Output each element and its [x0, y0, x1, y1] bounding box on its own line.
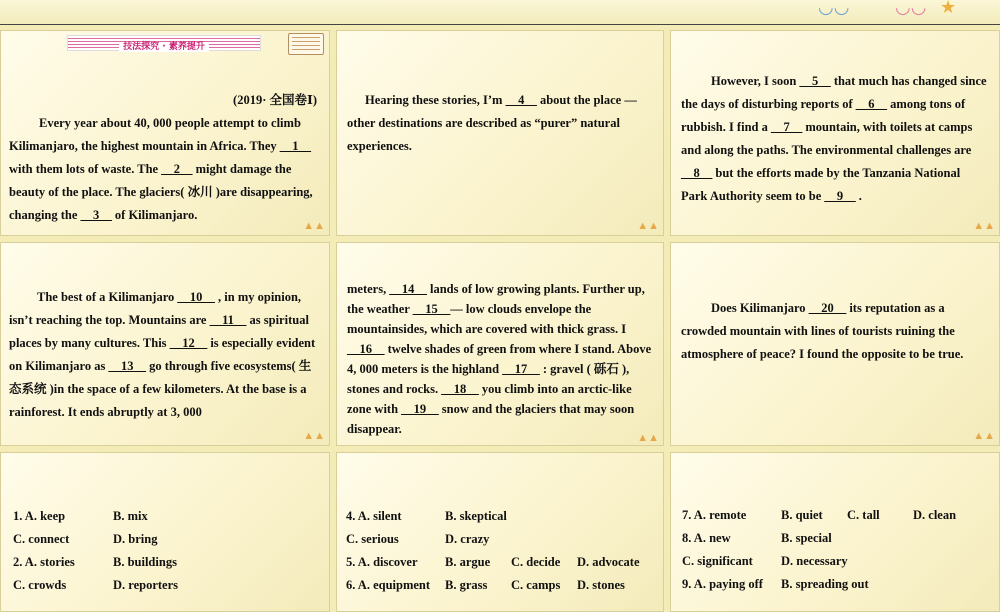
option-a: 9. A. paying off [682, 577, 763, 591]
paragraph-text: with them lots of waste. The [9, 162, 162, 176]
option-b: B. buildings [113, 555, 177, 569]
option-a: 5. A. discover [346, 555, 418, 569]
options-panel-2 [336, 452, 664, 612]
option-row [781, 527, 832, 550]
option-c: C. serious [346, 532, 399, 546]
paragraph-text: meters, [347, 282, 390, 296]
blank-15: __15__ [412, 302, 451, 316]
option-b: B. quiet [781, 508, 823, 522]
option-a: 1. A. keep [13, 509, 66, 523]
section-title: 技法探究 · 素养提升 [119, 42, 209, 52]
paragraph-4 [9, 286, 321, 424]
option-row [13, 505, 65, 528]
blank-20: __20__ [808, 301, 847, 315]
blank-3: __3__ [80, 208, 112, 222]
option-row [346, 574, 430, 597]
blank-17: __17__ [502, 362, 540, 376]
blank-1: __1__ [279, 139, 311, 153]
paragraph-text: The best of a Kilimanjaro [37, 290, 178, 304]
paragraph-6 [681, 297, 989, 366]
option-d: D. advocate [577, 555, 640, 569]
option-row [13, 574, 66, 597]
option-c: C. crowds [13, 578, 67, 592]
option-row [113, 528, 157, 551]
paragraph-text: snow and the glaciers that may soon disappear. [347, 402, 635, 436]
blank-12: __12__ [169, 336, 208, 350]
option-a: 7. A. remote [682, 508, 747, 522]
paragraph-5 [347, 279, 653, 439]
option-row [682, 550, 753, 573]
paragraph-text: . [855, 189, 862, 203]
section-title-banner [67, 35, 261, 51]
option-c: C. decide [511, 555, 561, 569]
paragraph-text: lands of low growing plants. Further up, the weather [347, 282, 645, 316]
paragraph-text: Does Kilimanjaro [711, 301, 809, 315]
option-row [682, 504, 746, 527]
option-row [445, 528, 489, 551]
option-d: D. reporters [113, 578, 179, 592]
option-row [781, 550, 848, 573]
option-row [113, 574, 178, 597]
option-d: D. crazy [445, 532, 490, 546]
option-row [13, 528, 69, 551]
paragraph-text: : gravel ( 砾石 ), stones and rocks. [347, 362, 630, 396]
option-row [913, 504, 956, 527]
paragraph-3 [681, 70, 989, 208]
paragraph-text: Every year about 40, 000 people attempt to climb Kilimanjaro, the highest mountain in Africa. They [9, 116, 301, 153]
option-a: 6. A. equipment [346, 578, 431, 592]
paragraph-text: twelve shades of green from where I stand. Above 4, 000 meters is the highland [347, 342, 652, 376]
passage-panel-2 [336, 30, 664, 236]
option-row [781, 504, 823, 527]
option-b: B. grass [445, 578, 488, 592]
option-row [577, 551, 640, 574]
paragraph-text: as spiritual places by many cultures. This [9, 313, 309, 350]
blank-10: __10__ [177, 290, 215, 304]
paragraph-text: that much has changed since the days of disturbing reports of [681, 74, 987, 111]
corner-ornament-icon: ▲▲ [973, 220, 995, 232]
paragraph-text: — low clouds envelope the mountainsides, which are covered with thick grass. I [347, 302, 627, 336]
paragraph-text: its reputation as a crowded mountain with lines of tourists ruining the atmosphere of peace? I found the opposite to be true. [681, 301, 964, 361]
blank-18: __18__ [441, 382, 479, 396]
blank-19: __19__ [401, 402, 439, 416]
option-row [511, 574, 560, 597]
paragraph-text: is especially evident on Kilimanjaro as [9, 336, 316, 373]
passage-panel-6 [670, 242, 1000, 446]
paragraph-text: but the efforts made by the Tanzania National Park Authority seem to be [681, 166, 961, 203]
stamp-icon [288, 33, 324, 55]
option-b: B. skeptical [445, 509, 507, 523]
option-row [847, 504, 880, 527]
option-d: D. necessary [781, 554, 848, 568]
top-banner [0, 0, 1000, 25]
paragraph-text: about the place —other destinations are described as “purer” natural experiences. [347, 93, 637, 153]
option-row [577, 574, 625, 597]
option-row [781, 573, 869, 596]
blank-13: __13__ [108, 359, 146, 373]
option-c: C. camps [511, 578, 561, 592]
option-row [113, 505, 148, 528]
paragraph-text: However, I soon [711, 74, 800, 88]
passage-panel-5 [336, 242, 664, 446]
options-panel-1 [0, 452, 330, 612]
option-row [346, 528, 399, 551]
option-row [511, 551, 560, 574]
paragraph-1 [9, 112, 321, 227]
blank-5: __5__ [799, 74, 831, 88]
paragraph-2 [347, 89, 653, 158]
option-row [445, 574, 487, 597]
blank-9: __9__ [824, 189, 856, 203]
option-a: 8. A. new [682, 531, 731, 545]
options-panel-3 [670, 452, 1000, 612]
option-c: C. tall [847, 508, 880, 522]
blank-6: __6__ [855, 97, 888, 111]
option-c: C. significant [682, 554, 753, 568]
option-row [346, 551, 418, 574]
blank-16: __16__ [347, 342, 385, 356]
paragraph-text: of Kilimanjaro. [111, 208, 198, 222]
option-d: D. stones [577, 578, 625, 592]
option-b: B. mix [113, 509, 148, 523]
paragraph-text: you climb into an arctic-like zone with [347, 382, 632, 416]
blank-4: __4__ [505, 93, 537, 107]
smiley-right-icon: ◡◡ [895, 0, 927, 17]
blank-14: __14__ [389, 282, 427, 296]
option-row [682, 527, 731, 550]
blank-7: __7__ [770, 120, 803, 134]
option-c: C. connect [13, 532, 70, 546]
smiley-left-icon: ◡◡ [818, 0, 850, 17]
blank-11: __11__ [209, 313, 247, 327]
paragraph-text: , in my opinion, isn’t reaching the top. Mountains are [9, 290, 302, 327]
option-a: 4. A. silent [346, 509, 402, 523]
passage-panel-1 [0, 30, 330, 236]
passage-panel-3 [670, 30, 1000, 236]
option-row [682, 573, 763, 596]
blank-8: __8__ [681, 166, 713, 180]
corner-ornament-icon: ▲▲ [637, 432, 659, 444]
option-b: B. argue [445, 555, 491, 569]
paragraph-text: might damage the beauty of the place. The glaciers( 冰川 )are disappearing, changing the [9, 162, 313, 222]
option-a: 2. A. stories [13, 555, 75, 569]
exam-source: (2019· 全国卷Ⅰ) [233, 93, 317, 107]
paragraph-text: Hearing these stories, I’m [365, 93, 506, 107]
option-d: D. clean [913, 508, 957, 522]
corner-ornament-icon: ▲▲ [303, 430, 325, 442]
option-row [445, 505, 507, 528]
blank-2: __2__ [161, 162, 193, 176]
corner-ornament-icon: ▲▲ [973, 430, 995, 442]
option-row [113, 551, 177, 574]
option-b: B. spreading out [781, 577, 869, 591]
corner-ornament-icon: ▲▲ [637, 220, 659, 232]
option-row [13, 551, 75, 574]
option-row [445, 551, 490, 574]
option-b: B. special [781, 531, 832, 545]
option-d: D. bring [113, 532, 158, 546]
star-icon: ★ [940, 0, 957, 17]
passage-panel-4 [0, 242, 330, 446]
paragraph-text: mountain, with toilets at camps and along the paths. The environmental challenges are [681, 120, 973, 157]
paragraph-text: among tons of rubbish. I find a [681, 97, 966, 134]
option-row [346, 505, 402, 528]
paragraph-text: go through five ecosystems( 生态系统 )in the space of a few kilometers. At the base is a rainforest. It ends abruptly at 3, 000 [9, 359, 312, 419]
corner-ornament-icon: ▲▲ [303, 220, 325, 232]
